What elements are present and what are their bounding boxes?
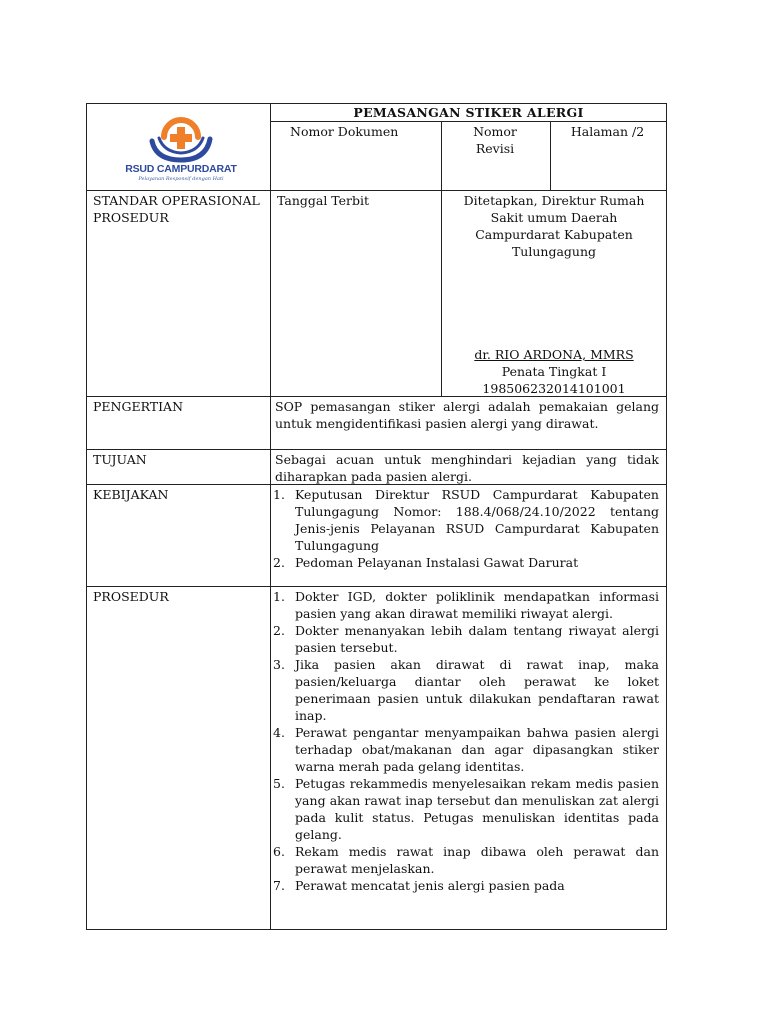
- table-border-bottom: [86, 929, 666, 930]
- list-item-number: 3.: [273, 657, 285, 672]
- list-item: [273, 554, 659, 571]
- hospital-logo: [112, 108, 250, 182]
- list-item: [273, 622, 659, 656]
- document-title: PEMASANGAN STIKER ALERGI: [353, 105, 584, 120]
- sop-label: STANDAR OPERASIONAL PROSEDUR: [93, 193, 260, 225]
- nomor-dokumen-label: Nomor Dokumen: [290, 124, 399, 139]
- list-item-text: Keputusan Direktur RSUD Campurdarat Kabupaten Tulungagung Nomor: 188.4/068/24.10/2022 tentang Jenis-jenis Pelayanan RSUD Campurdarat Kabupaten Tulungagung: [295, 487, 659, 553]
- table-border-right: [666, 103, 667, 930]
- list-item: [273, 877, 659, 894]
- list-item-number: 2.: [273, 555, 285, 570]
- list-item-number: 1.: [273, 589, 285, 604]
- tujuan-text: Sebagai acuan untuk menghindari kejadian yang tidak diharapkan pada pasien alergi.: [275, 452, 659, 484]
- logo-tagline: Pelayanan Responsif dengan Hati: [138, 176, 224, 182]
- tujuan-label: TUJUAN: [93, 452, 147, 467]
- prosedur-label: PROSEDUR: [93, 589, 169, 604]
- tanggal-terbit-label: Tanggal Terbit: [277, 193, 370, 208]
- prosedur-list-container: [273, 588, 659, 928]
- list-item: [273, 775, 659, 843]
- ditetapkan-text: Ditetapkan, Direktur Rumah Sakit umum Daerah Campurdarat Kabupaten Tulungagung: [463, 193, 645, 259]
- list-item-text: Perawat mencatat jenis alergi pasien pada: [295, 878, 565, 893]
- list-item: [273, 656, 659, 724]
- list-item: [273, 843, 659, 877]
- list-item-number: 4.: [273, 725, 285, 740]
- row-divider-header: [86, 190, 666, 191]
- list-item-text: Jika pasien akan dirawat di rawat inap, maka pasien/keluarga diantar oleh perawat ke loket penerimaan pasien untuk dilakukan pendaftaran rawat inap.: [295, 657, 659, 723]
- prosedur-list: [273, 588, 659, 894]
- column-divider-main: [270, 103, 271, 930]
- row-divider-kebijakan: [86, 586, 666, 587]
- list-item-text: Dokter IGD, dokter poliklinik mendapatkan informasi pasien yang akan dirawat memiliki riwayat alergi.: [295, 589, 659, 621]
- signer-rank: Penata Tingkat I: [501, 364, 607, 379]
- kebijakan-label: KEBIJAKAN: [93, 487, 169, 502]
- list-item-number: 5.: [273, 776, 285, 791]
- list-item-number: 6.: [273, 844, 285, 859]
- signer-name: dr. RIO ARDONA, MMRS: [474, 347, 634, 362]
- kebijakan-list-container: [273, 486, 659, 571]
- list-item-text: Perawat pengantar menyampaikan bahwa pasien alergi terhadap obat/makanan dan agar dipasangkan stiker warna merah pada gelang identitas.: [295, 725, 659, 774]
- row-divider-pengertian: [86, 449, 666, 450]
- kebijakan-list: [273, 486, 659, 571]
- list-item-text: Petugas rekammedis menyelesaikan rekam medis pasien yang akan rawat inap tersebut dan menuliskan zat alergi pada kulit status. Petugas menuliskan identitas pada gelang.: [295, 776, 659, 842]
- list-item-number: 1.: [273, 487, 285, 502]
- pengertian-label: PENGERTIAN: [93, 399, 184, 414]
- list-item: [273, 724, 659, 775]
- signer-nip: 198506232014101001: [482, 381, 626, 396]
- halaman-label: Halaman /2: [570, 124, 645, 139]
- header-title-divider: [270, 121, 666, 122]
- list-item-text: Pedoman Pelayanan Instalasi Gawat Darurat: [295, 555, 579, 570]
- nomor-revisi-label: Nomor Revisi: [473, 124, 517, 156]
- hospital-cross-icon: [112, 108, 250, 164]
- list-item-number: 7.: [273, 878, 285, 893]
- column-divider-halaman: [550, 121, 551, 191]
- pengertian-text: SOP pemasangan stiker alergi adalah pemakaian gelang untuk mengidentifikasi pasien alergi yang dirawat.: [275, 399, 659, 431]
- list-item: [273, 486, 659, 554]
- list-item-text: Dokter menanyakan lebih dalam tentang riwayat alergi pasien tersebut.: [295, 623, 659, 655]
- table-border-left: [86, 103, 87, 930]
- list-item-number: 2.: [273, 623, 285, 638]
- logo-name-text: RSUD CAMPURDARAT: [125, 163, 237, 175]
- list-item-text: Rekam medis rawat inap dibawa oleh perawat dan perawat menjelaskan.: [295, 844, 659, 876]
- list-item: [273, 588, 659, 622]
